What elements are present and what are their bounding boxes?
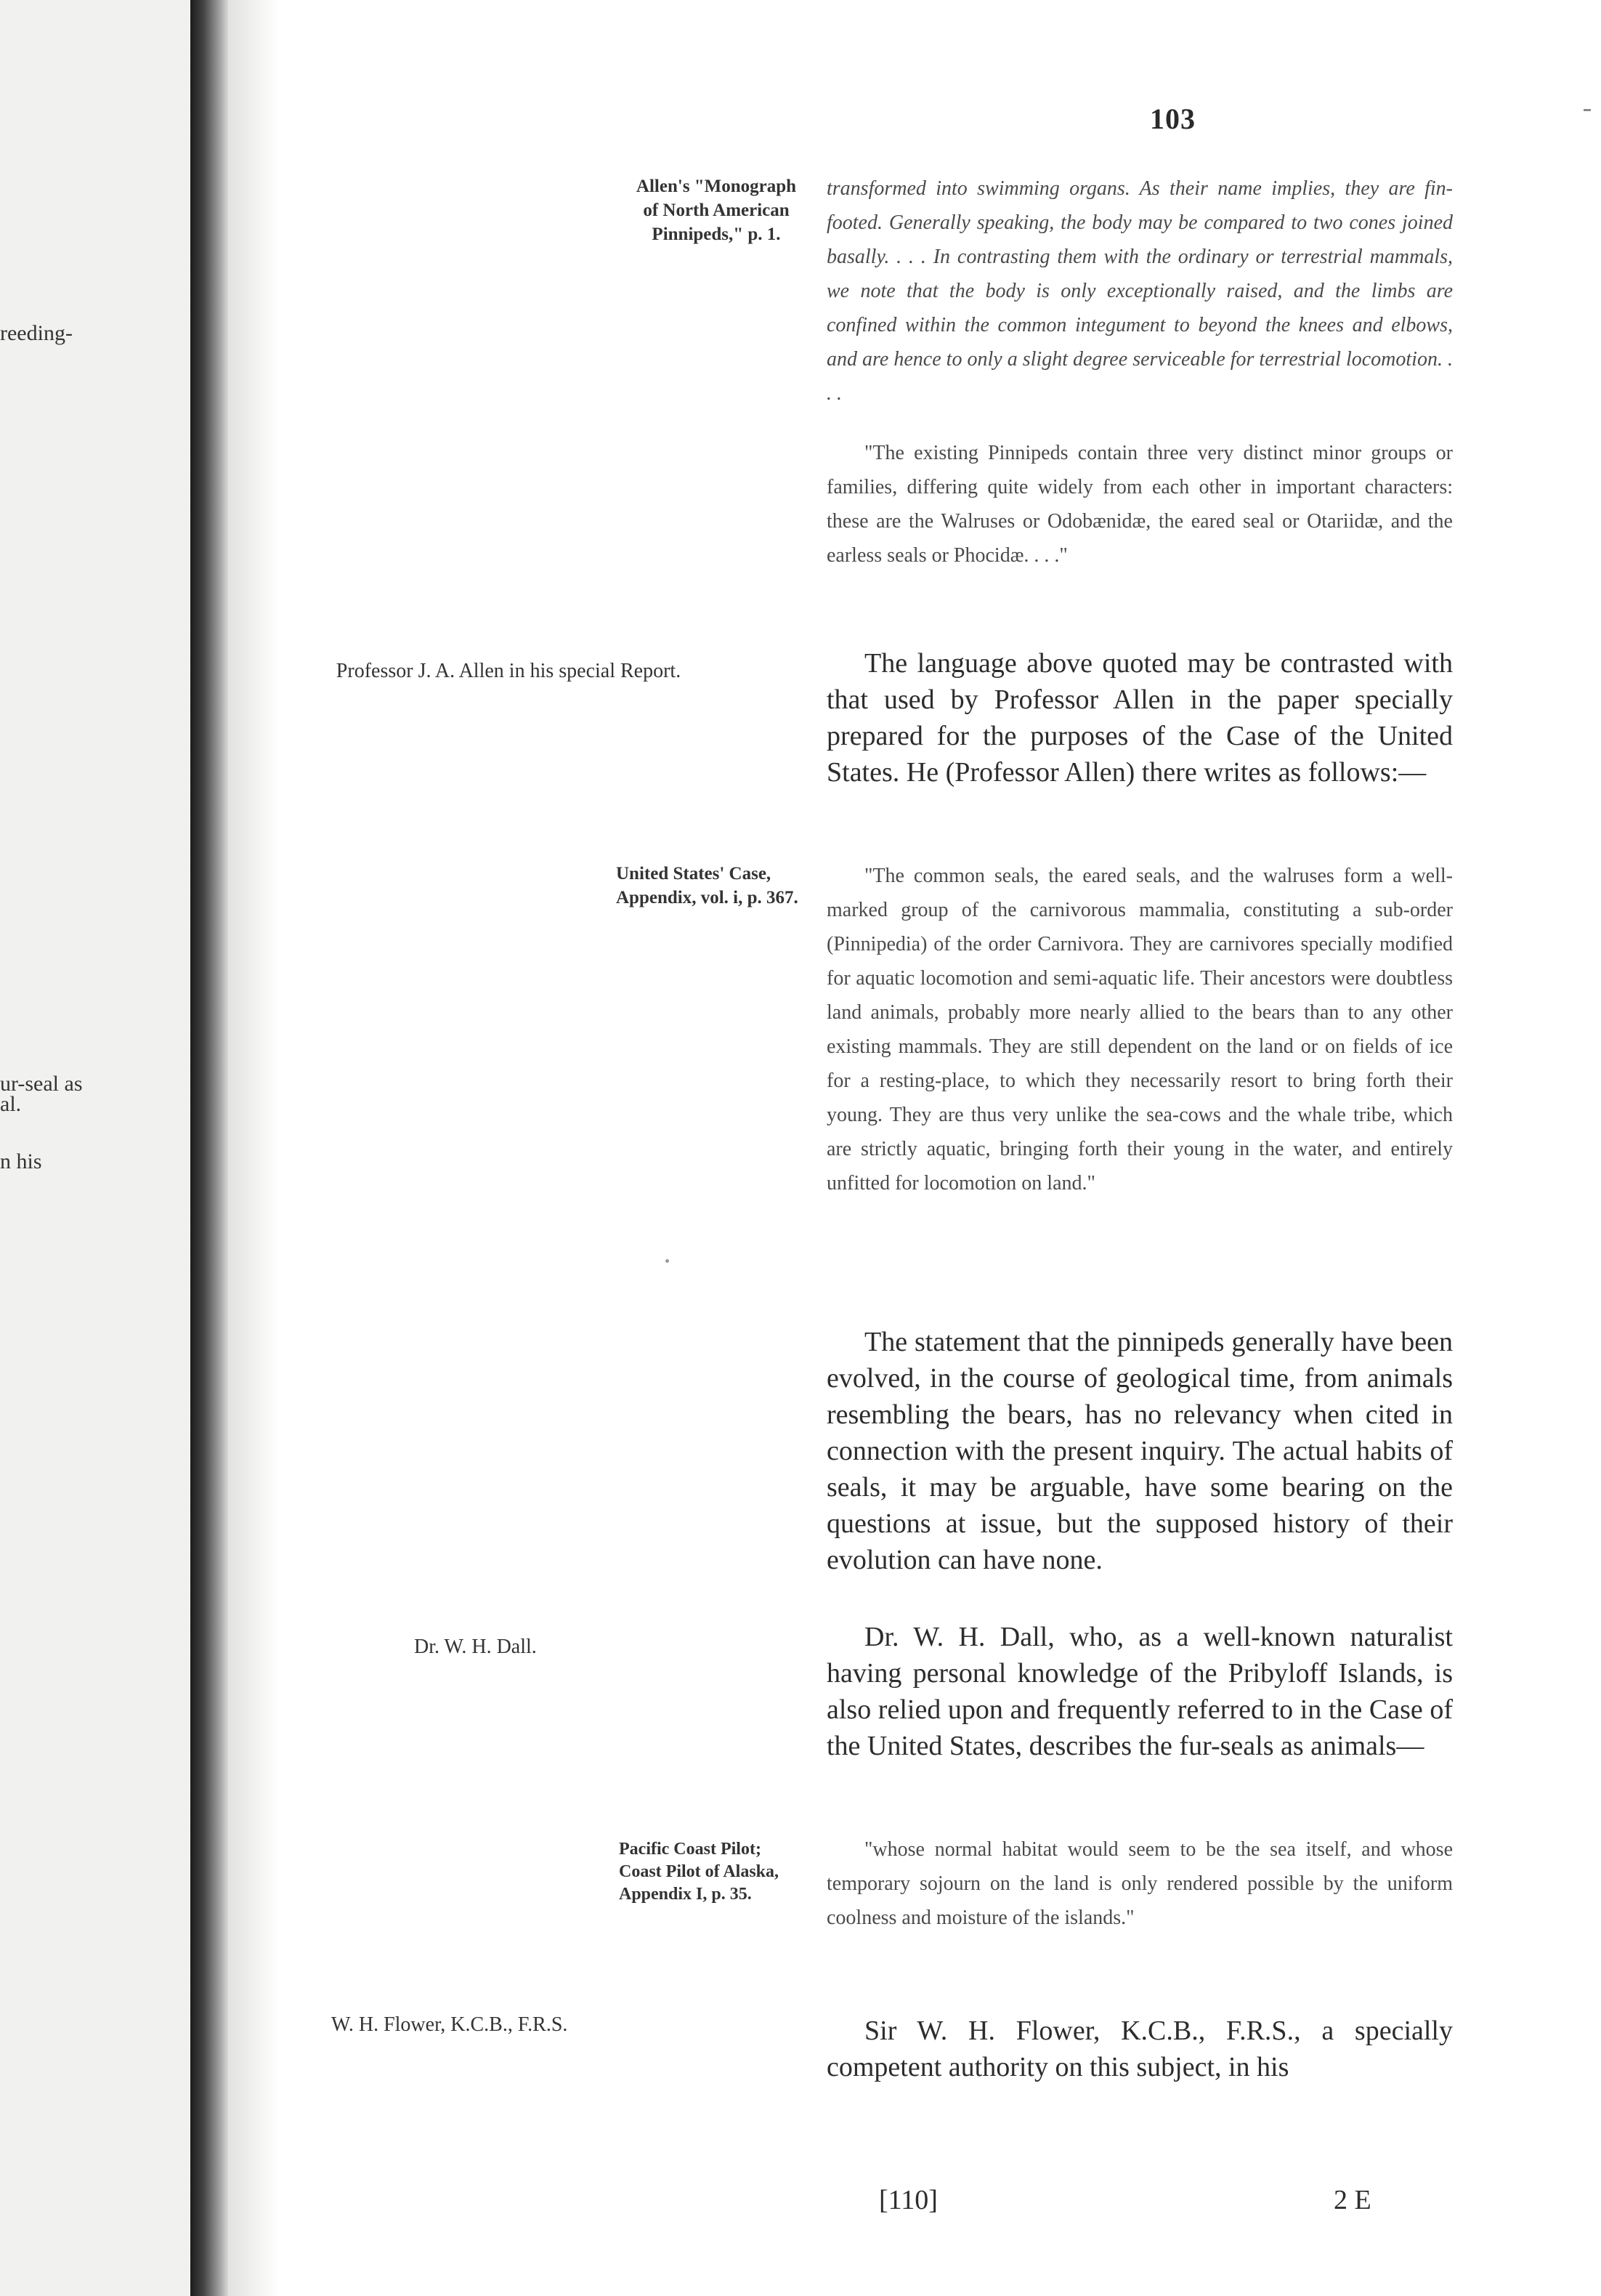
facing-page-fragment: reeding-: [0, 321, 73, 345]
signature-mark: [110]: [879, 2185, 938, 2215]
gathering-mark: 2 E: [1334, 2185, 1371, 2215]
facing-page-fragment: n his: [0, 1149, 42, 1173]
paragraph-allen-contrast: The language above quoted may be contrasted with that used by Professor Allen in the paper specially prepared for the purposes of the Case of the United States. He (Professor Allen) there writes as follows:—: [827, 648, 1453, 788]
margin-note-dall: Dr. W. H. Dall.: [414, 1636, 537, 1658]
book-gutter: [190, 0, 228, 2296]
scan-speck: [665, 1259, 669, 1263]
page-number: 103: [1150, 102, 1196, 135]
paragraph-evolution: The statement that the pinnipeds generally have been evolved, in the course of geological time, from animals resembling the bears, has no relevancy when cited in connection with the present inquiry. The actual habits of seals, it may be arguable, have some bearing on the questions at issue, but the supposed history of their evolution can have none.: [827, 1327, 1453, 1575]
facing-page-fragment: ur-seal as: [0, 1072, 83, 1096]
edge-mark: [1584, 109, 1591, 111]
page-shadow: [228, 0, 279, 2296]
margin-note-flower: W. H. Flower, K.C.B., F.R.S.: [331, 2013, 568, 2036]
margin-note-us-case: United States' Case, Appendix, vol. i, p. 367.: [616, 864, 798, 908]
quote-us-case: "The common seals, the eared seals, and the walruses form a well-marked group of the carnivorous mammalia, constituting a sub-order (Pinnipedia) of the order Carnivora. They are carnivores specially modified for aquatic locomotion and semi-aquatic life. Their ancestors were doubtless land animals, probably more nearly allied to the bears than to any other existing mammals. They are still dependent on the land or on fields of ice for a resting-place, to which they necessarily resort to bring forth their young. They are thus very unlike the sea-cows and the whale tribe, which are strictly aquatic, bringing forth their young in the water, and entirely unfitted for locomotion on land.": [827, 865, 1453, 1195]
facing-page-fragment: al.: [0, 1092, 22, 1116]
paragraph-flower: Sir W. H. Flower, K.C.B., F.R.S., a specially competent authority on this subject, in his: [827, 2016, 1453, 2082]
quote-coast-pilot: "whose normal habitat would seem to be the sea itself, and whose temporary sojourn on the land is only rendered possible by the uniform coolness and moisture of the islands.": [827, 1838, 1453, 1929]
facing-page: [0, 0, 190, 2296]
margin-note-allen-monograph: Allen's "Monograph of North American Pinnipeds," p. 1.: [636, 177, 797, 244]
margin-note-coast-pilot: Pacific Coast Pilot; Coast Pilot of Alaska, Appendix I, p. 35.: [619, 1840, 779, 1904]
paragraph-dall: Dr. W. H. Dall, who, as a well-known naturalist having personal knowledge of the Pribyloff Islands, is also relied upon and frequently referred to in the Case of the United States, describes the fur-seals as animals—: [827, 1622, 1453, 1761]
quote-allen-monograph-families: "The existing Pinnipeds contain three very distinct minor groups or families, differing quite widely from each other in important characters: these are the Walruses or Odobænidæ, the eared seal or Otariidæ, and the earless seals or Phocidæ. . . .": [827, 442, 1453, 567]
quote-allen-monograph: transformed into swimming organs. As their name implies, they are fin-footed. Generally speaking, the body may be compared to two cones joined basally. . . . In contrasting them with the ordinary or terrestrial mammals, we note that the body is only exceptionally raised, and the limbs are confined within the common integument to beyond the knees and elbows, and are hence to only a slight degree serviceable for terrestrial locomotion. . . .: [827, 177, 1453, 405]
margin-note-allen-report: Professor J. A. Allen in his special Report.: [336, 660, 681, 682]
